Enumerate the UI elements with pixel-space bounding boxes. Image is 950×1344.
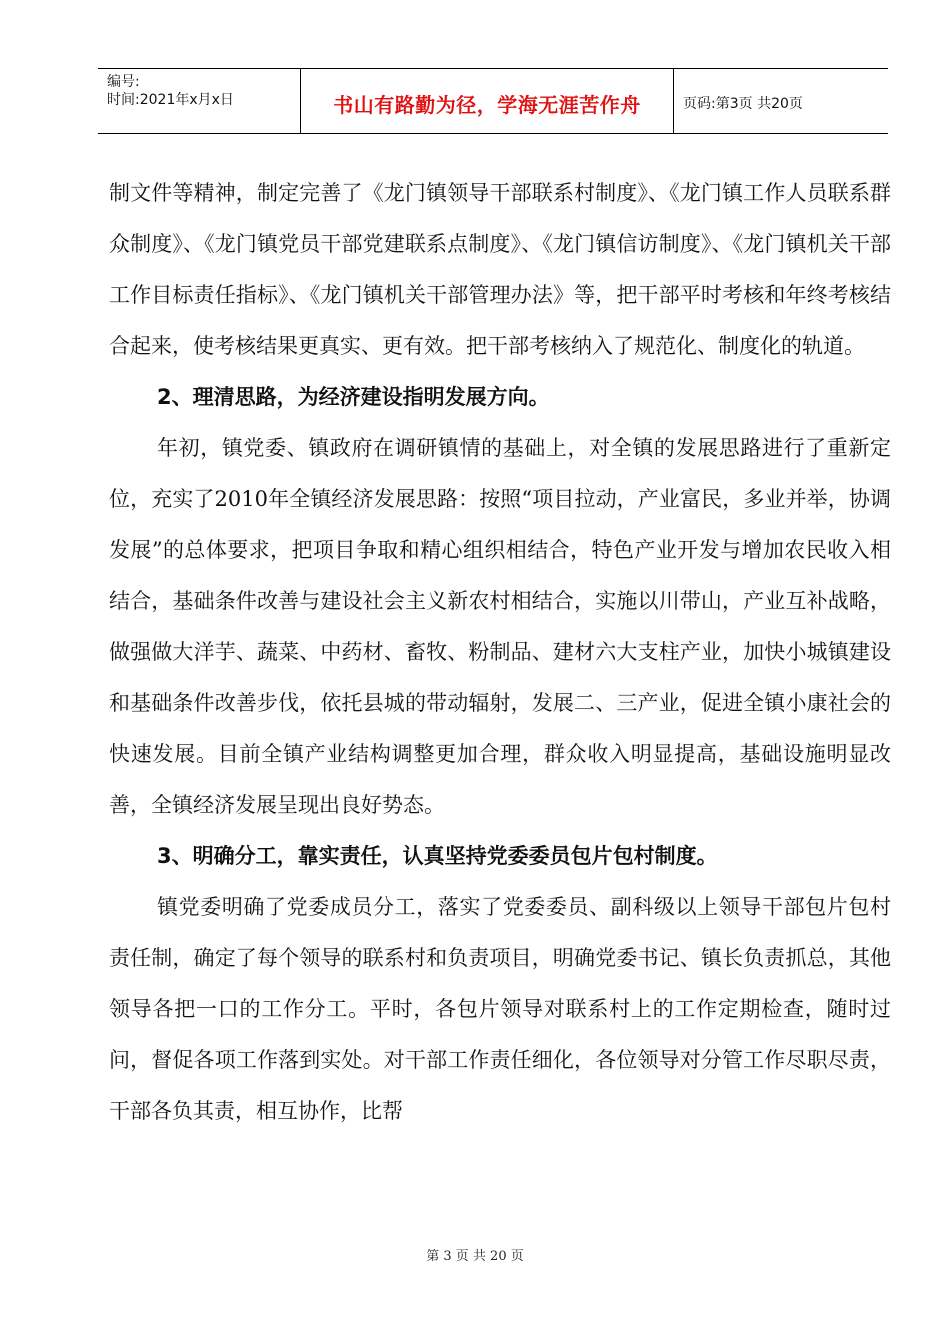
header-motto: 书山有路勤为径，学海无涯苦作舟 xyxy=(300,69,674,133)
paragraph-economy: 年初，镇党委、镇政府在调研镇情的基础上，对全镇的发展思路进行了重新定位，充实了2010年全镇经济发展思路：按照“项目拉动，产业富民，多业并举，协调发展”的总体要求，把项目争取和精心组织相结合，特色产业开发与增加农民收入相结合，基础条件改善与建设社会主义新农村相结合，实施以川带山，产业互补战略，做强做大洋芋、蔬菜、中药材、畜牧、粉制品、建材六大支柱产业，加快小城镇建设和基础条件改善步伐，依托县城的带动辐射，发展二、三产业，促进全镇小康社会的快速发展。目前全镇产业结构调整更加合理，群众收入明显提高，基础设施明显改善，全镇经济发展呈现出良好势态。 xyxy=(109,436,891,817)
section-heading-3: 3、明确分工，靠实责任，认真坚持党委委员包片包村制度。 xyxy=(157,844,718,868)
page-footer: 第 3 页 共 20 页 xyxy=(426,1249,524,1264)
paragraph-continuation: 制文件等精神，制定完善了《龙门镇领导干部联系村制度》、《龙门镇工作人员联系群众制度》、《龙门镇党员干部党建联系点制度》、《龙门镇信访制度》、《龙门镇机关干部工作目标责任指标》、《龙门镇机关干部管理办法》等，把干部平时考核和年终考核结合起来，使考核结果更真实、更有效。把干部考核纳入了规范化、制度化的轨道。 xyxy=(109,181,891,358)
number-label: 编号: xyxy=(107,74,140,90)
time-label: 时间:2021年x月x日 xyxy=(107,92,234,108)
document-body xyxy=(109,168,891,1137)
document-header xyxy=(98,68,888,134)
paragraph-responsibility: 镇党委明确了党委成员分工，落实了党委委员、副科级以上领导干部包片包村责任制，确定了每个领导的联系村和负责项目，明确党委书记、镇长负责抓总，其他领导各把一口的工作分工。平时，各包片领导对联系村上的工作定期检查，随时过问，督促各项工作落到实处。对干部工作责任细化，各位领导对分管工作尽职尽责，干部各负其责，相互协作，比帮 xyxy=(109,895,891,1123)
header-meta xyxy=(98,69,300,133)
header-page-info: 页码:第3页 共20页 xyxy=(683,96,803,112)
section-heading-2: 2、理清思路，为经济建设指明发展方向。 xyxy=(157,385,550,409)
